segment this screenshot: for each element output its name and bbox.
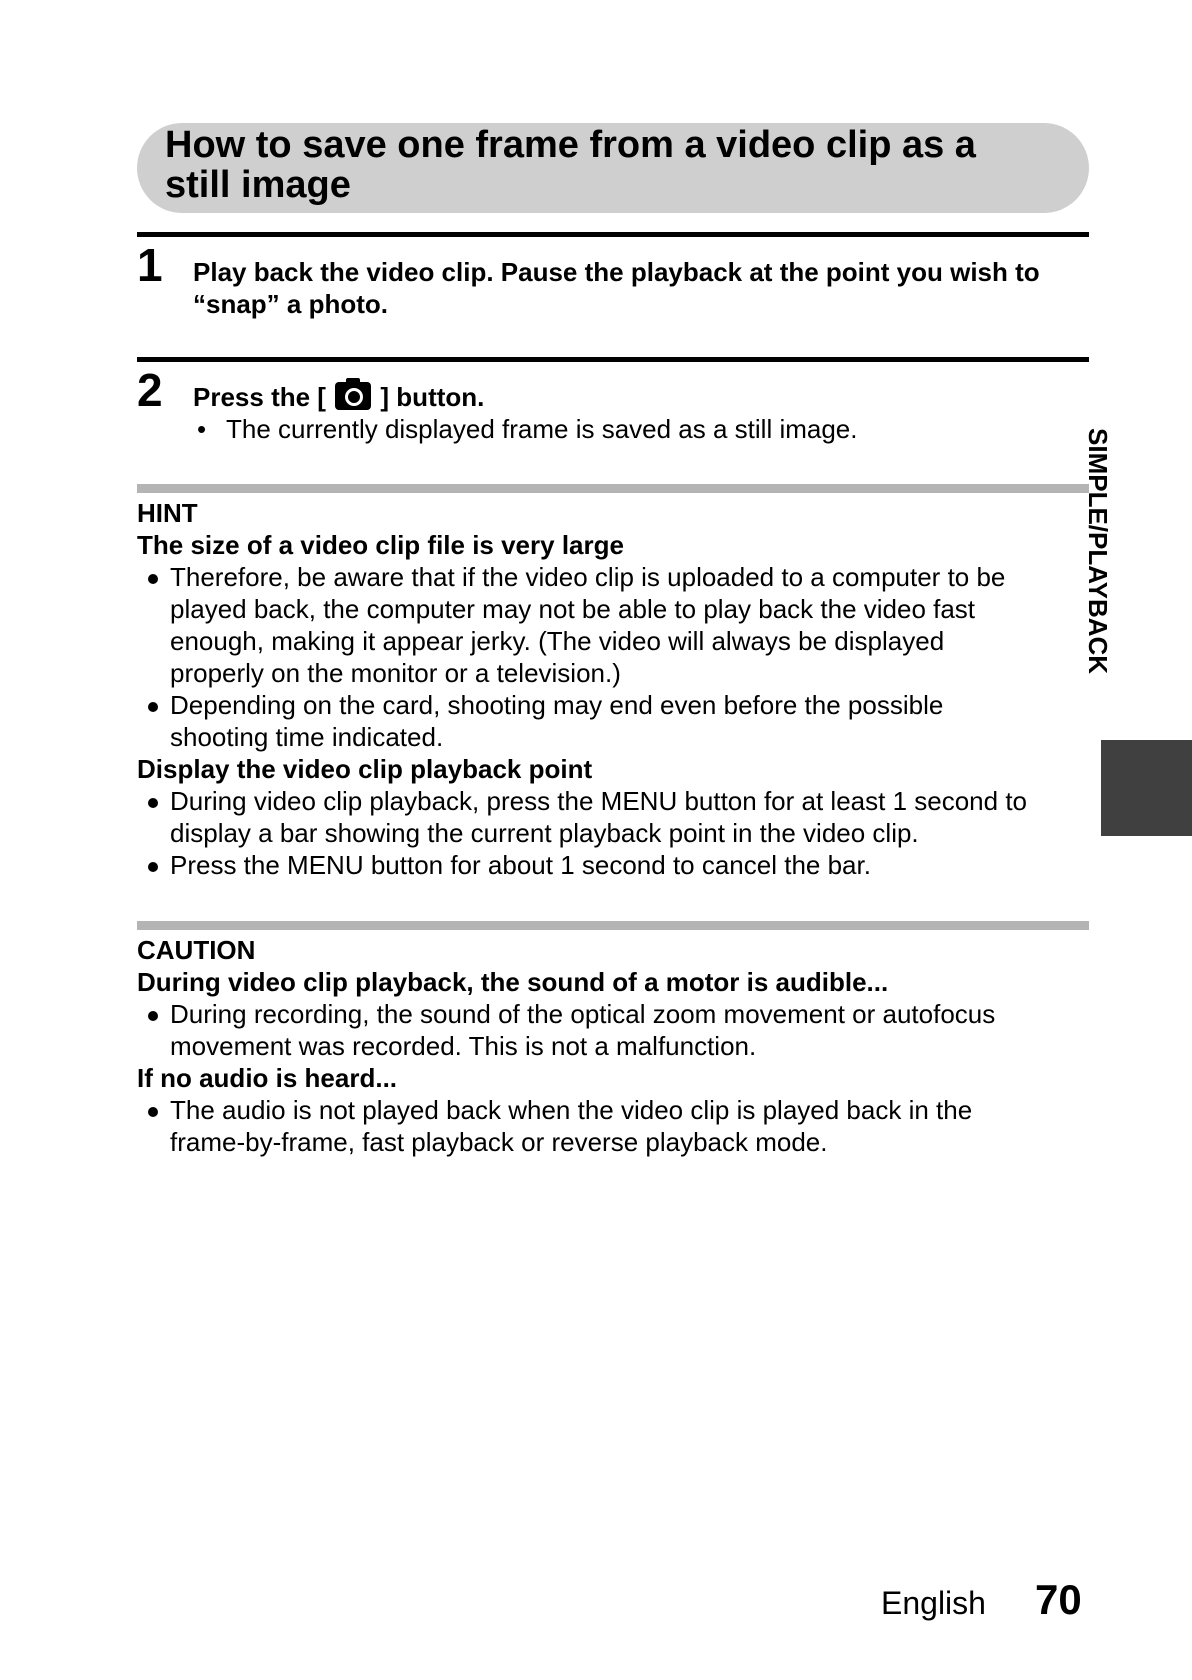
- bullet-dot-icon: [148, 1011, 158, 1021]
- caution-bullet-2: [137, 1094, 1089, 1158]
- section-side-tab: SIMPLE/PLAYBACK: [1083, 428, 1113, 675]
- step-1-rule: [137, 232, 1089, 237]
- step-2-sub-text: The currently displayed frame is saved as a still image.: [226, 414, 858, 444]
- step-1-line-1: Play back the video clip. Pause the playback at the point you wish to: [193, 257, 1040, 287]
- caution-bullet-1-line: movement was recorded. This is not a malfunction.: [170, 1031, 757, 1061]
- caution-section: [137, 934, 1089, 1158]
- step-2-text: [193, 381, 1093, 413]
- hint-bullet-1-line: Therefore, be aware that if the video clip is uploaded to a computer to be: [170, 562, 1006, 592]
- bullet-dot-icon: [148, 1107, 158, 1117]
- step-1-text: [193, 256, 1093, 320]
- step-2-sub-bullet: •: [197, 414, 207, 444]
- hint-bullet-1-line: enough, making it appear jerky. (The video will always be displayed: [170, 626, 945, 656]
- hint-bullet-2-line: Depending on the card, shooting may end even before the possible: [170, 690, 944, 720]
- title-banner: [137, 123, 1089, 213]
- page-number: 70: [1035, 1576, 1082, 1623]
- step-1-line-2: “snap” a photo.: [193, 289, 388, 319]
- caution-bullet-2-line: frame-by-frame, fast playback or reverse playback mode.: [170, 1127, 828, 1157]
- caution-label: CAUTION: [137, 935, 256, 965]
- step-1-number: 1: [137, 239, 163, 291]
- hint-rule: [137, 484, 1089, 493]
- hint-heading-1: The size of a video clip file is very large: [137, 530, 624, 560]
- hint-label: HINT: [137, 498, 198, 528]
- bullet-dot-icon: [148, 702, 158, 712]
- hint-bullet-3-line: During video clip playback, press the MENU button for at least 1 second to: [170, 786, 1027, 816]
- camera-icon: [335, 382, 371, 410]
- step-2-text-before: Press the [: [193, 382, 326, 412]
- caution-bullet-1-line: During recording, the sound of the optical zoom movement or autofocus: [170, 999, 996, 1029]
- caution-heading-1: During video clip playback, the sound of a motor is audible...: [137, 967, 889, 997]
- title-line-2: still image: [165, 164, 351, 206]
- footer-language: English: [881, 1585, 986, 1621]
- hint-bullet-3-line: display a bar showing the current playback point in the video clip.: [170, 818, 919, 848]
- caution-heading-2: If no audio is heard...: [137, 1063, 398, 1093]
- title-line-1: How to save one frame from a video clip as a: [165, 124, 976, 166]
- step-2-rule: [137, 357, 1089, 362]
- hint-bullet-1-line: properly on the monitor or a television.): [170, 658, 621, 688]
- hint-bullet-1-line: played back, the computer may not be able to play back the video fast: [170, 594, 976, 624]
- hint-bullet-3: [137, 785, 1089, 849]
- hint-bullet-4: [137, 849, 1089, 881]
- step-2-number: 2: [137, 364, 163, 416]
- bullet-dot-icon: [148, 862, 158, 872]
- caution-rule: [137, 921, 1089, 930]
- caution-bullet-2-line: The audio is not played back when the video clip is played back in the: [170, 1095, 973, 1125]
- step-2-text-after: ] button.: [380, 382, 485, 412]
- hint-bullet-2-line: shooting time indicated.: [170, 722, 444, 752]
- page-title: [165, 125, 1059, 205]
- hint-bullet-4-line: Press the MENU button for about 1 second to cancel the bar.: [170, 850, 871, 880]
- bullet-dot-icon: [148, 798, 158, 808]
- caution-bullet-1: [137, 998, 1089, 1062]
- hint-heading-2: Display the video clip playback point: [137, 754, 593, 784]
- hint-section: [137, 497, 1089, 881]
- hint-bullet-1: [137, 561, 1089, 689]
- bullet-dot-icon: [148, 574, 158, 584]
- hint-bullet-2: [137, 689, 1089, 753]
- section-tab-marker: [1101, 740, 1192, 836]
